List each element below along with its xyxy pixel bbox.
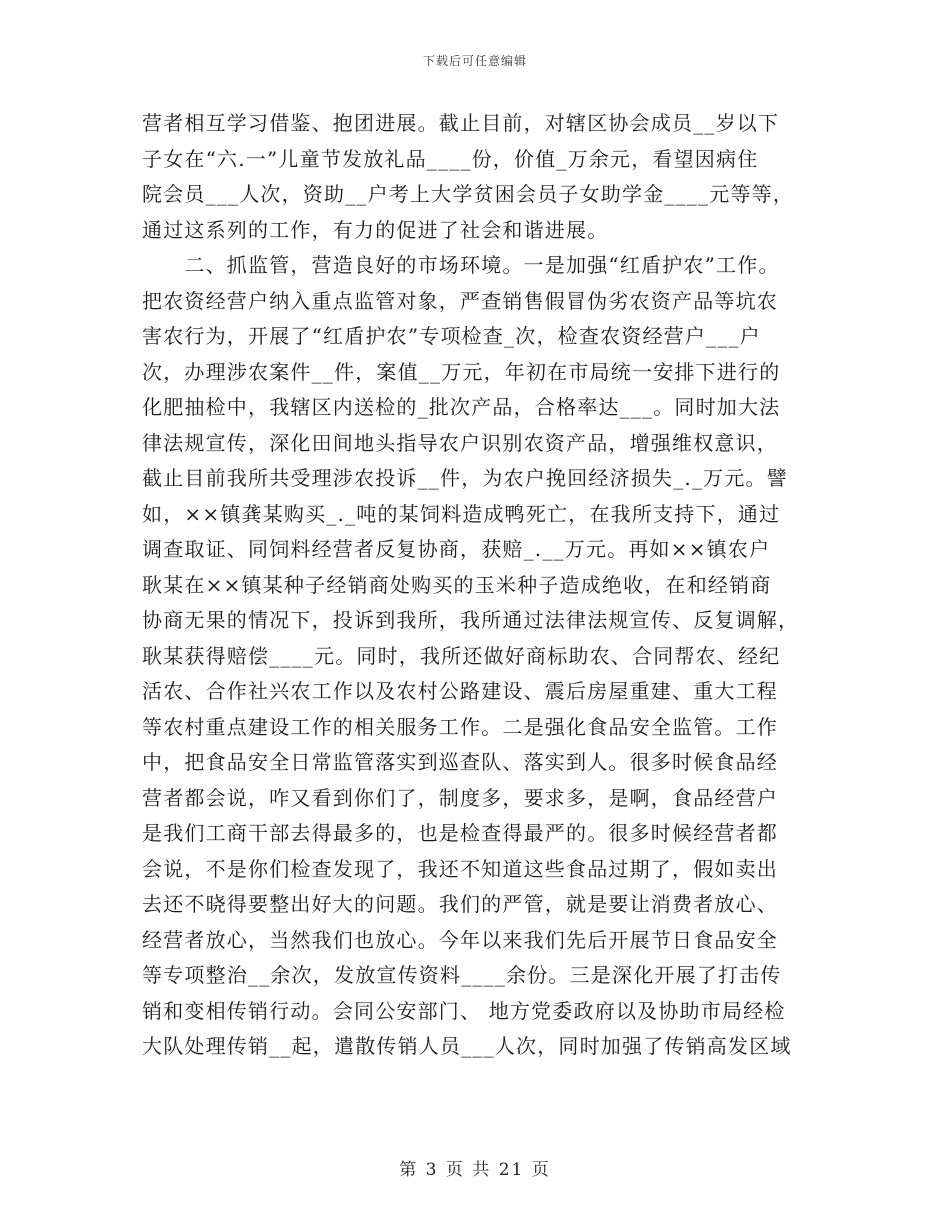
text-line: 去还不晓得要整出好大的问题。我们的严管，就是要让消费者放心、: [142, 892, 778, 916]
text-line: 营者相互学习借鉴、抱团进展。截止目前，对辖区协会成员__岁以下: [142, 111, 780, 135]
text-line: 次，办理涉农案件__件，案值__万元，年初在市局统一安排下进行的: [142, 359, 781, 384]
text-line: 中，把食品安全日常监管落实到巡查队、落实到人。很多时候食品经: [142, 750, 778, 774]
text-line: 营者都会说，咋又看到你们了，制度多，要求多，是啊，食品经营户: [142, 785, 778, 810]
text-line: 院会员___人次，资助__户考上大学贫困会员子女助学金____元等等，: [142, 182, 794, 206]
text-line: 等专项整治__余次，发放宣传资料____余份。三是深化开展了打击传: [142, 963, 782, 987]
text-line: 协商无果的情况下，投诉到我所，我所通过法律法规宣传、反复调解，: [142, 608, 800, 632]
text-line: 通过这系列的工作，有力的促进了社会和谐进展。: [142, 217, 609, 242]
text-line: 害农行为，开展了“红盾护农”专项检查_次，检查农资经营户___户: [142, 324, 761, 348]
text-line: 经营者放心，当然我们也放心。今年以来我们先后开展节日食品安全: [142, 927, 778, 952]
page-header-note: 下载后可任意编辑: [422, 54, 527, 68]
text-line: 子女在“六.一”儿童节发放礼品____份，价值_万余元，看望因病住: [142, 146, 759, 171]
text-line: 销和变相传销行动。会同公安部门、 地方党委政府以及协助市局经检: [142, 998, 786, 1023]
text-line: 会说，不是你们检查发现了，我还不知道这些食品过期了，假如卖出: [142, 856, 778, 881]
text-line: 调查取证、同饲料经营者反复协商，获赔_.__万元。再如××镇农户: [142, 537, 771, 561]
page-number: 第 3 页 共 21 页: [399, 1160, 551, 1180]
text-line: 是我们工商干部去得最多的，也是检查得最严的。很多时候经营者都: [142, 821, 778, 845]
text-line: 耿某在××镇某种子经销商处购买的玉米种子造成绝收，在和经销商: [142, 572, 772, 597]
text-line: 截止目前我所共受理涉农投诉__件，为农户挽回经济损失_._万元。譬: [142, 466, 788, 490]
text-line: 活农、合作社兴农工作以及农村公路建设、震后房屋重建、重大工程: [142, 679, 778, 703]
text-line: 把农资经营户纳入重点监管对象，严查销售假冒伪劣农资产品等坑农: [142, 288, 778, 313]
text-line: 律法规宣传，深化田间地头指导农户识别农资产品，增强维权意识，: [142, 430, 778, 455]
text-line: 二、抓监管，营造良好的市场环境。一是加强“红盾护农”工作。: [142, 253, 780, 277]
text-line: 等农村重点建设工作的相关服务工作。二是强化食品安全监管。工作: [142, 714, 778, 739]
text-line: 如，××镇龚某购买_._吨的某饲料造成鸭死亡，在我所支持下，通过: [142, 501, 781, 526]
text-line: 耿某获得赔偿____元。同时，我所还做好商标助农、合同帮农、经纪: [142, 643, 781, 668]
text-line: 大队处理传销__起，遣散传销人员___人次，同时加强了传销高发区域: [142, 1034, 792, 1058]
text-line: 化肥抽检中，我辖区内送检的_批次产品，合格率达___。同时加大法: [142, 395, 781, 419]
document-body: [142, 106, 808, 1065]
